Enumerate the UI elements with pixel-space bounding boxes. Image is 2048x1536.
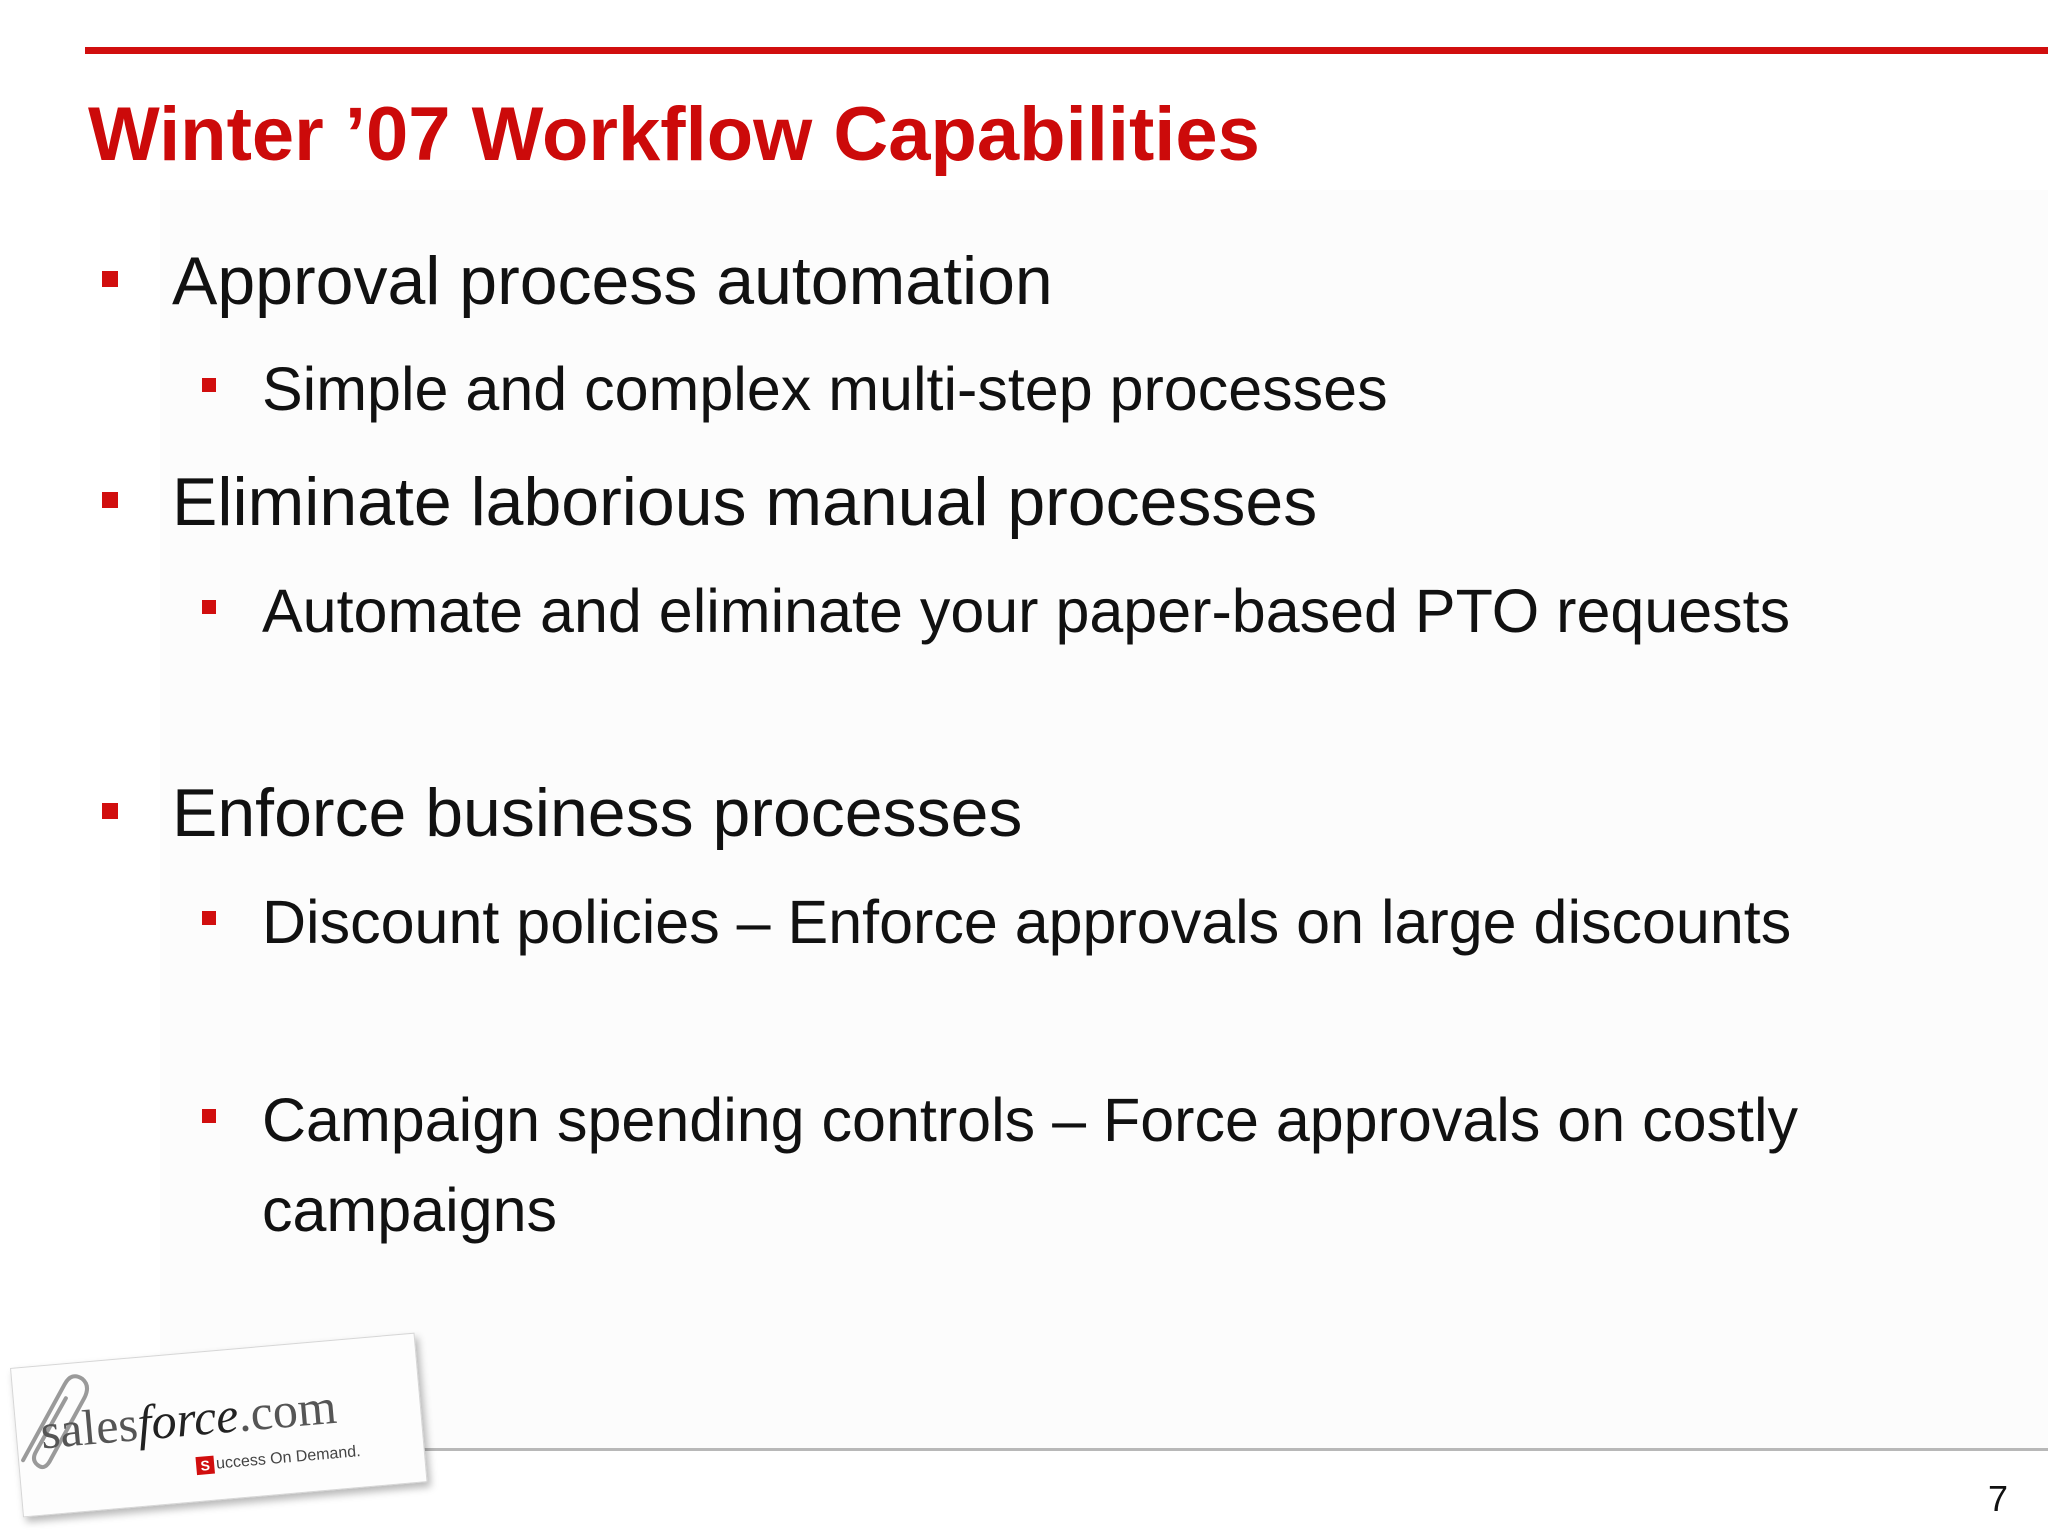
bullet-marker xyxy=(202,1109,216,1123)
logo-s-mark: S xyxy=(195,1456,215,1476)
logo-tagline-text: uccess On Demand. xyxy=(215,1443,362,1473)
logo-wordmark-suffix: .com xyxy=(235,1377,339,1443)
bullet-item xyxy=(172,768,1022,858)
bullet-marker xyxy=(102,271,118,287)
bullet-marker xyxy=(102,492,118,508)
bullet-marker xyxy=(202,911,216,925)
bullet-item xyxy=(172,236,1053,326)
bullet-marker xyxy=(202,600,216,614)
sub-bullet-item xyxy=(262,344,1862,434)
bullet-text: Automate and eliminate your paper-based PTO requests xyxy=(262,577,1791,645)
sub-bullet-item xyxy=(262,566,1862,656)
footer-divider xyxy=(380,1448,2048,1451)
bullet-text: Approval process automation xyxy=(172,243,1053,319)
bullet-text: Discount policies – Enforce approvals on large discounts xyxy=(262,888,1792,956)
logo-wordmark-prefix: sales xyxy=(38,1395,140,1460)
page-number: 7 xyxy=(1987,1478,2008,1519)
bullet-item xyxy=(172,457,1317,547)
sub-bullet-item xyxy=(262,877,1862,967)
logo-wordmark-emphasis: force xyxy=(135,1386,241,1451)
bullet-marker xyxy=(102,803,118,819)
bullet-text: Eliminate laborious manual processes xyxy=(172,464,1318,540)
bullet-text: Simple and complex multi-step processes xyxy=(262,355,1388,423)
slide-title: Winter ’07 Workflow Capabilities xyxy=(88,92,1260,177)
bullet-text: Campaign spending controls – Force approvals on costly campaigns xyxy=(262,1086,1798,1244)
bullet-text: Enforce business processes xyxy=(172,775,1023,851)
sub-bullet-item xyxy=(262,1075,1862,1255)
bullet-marker xyxy=(202,378,216,392)
